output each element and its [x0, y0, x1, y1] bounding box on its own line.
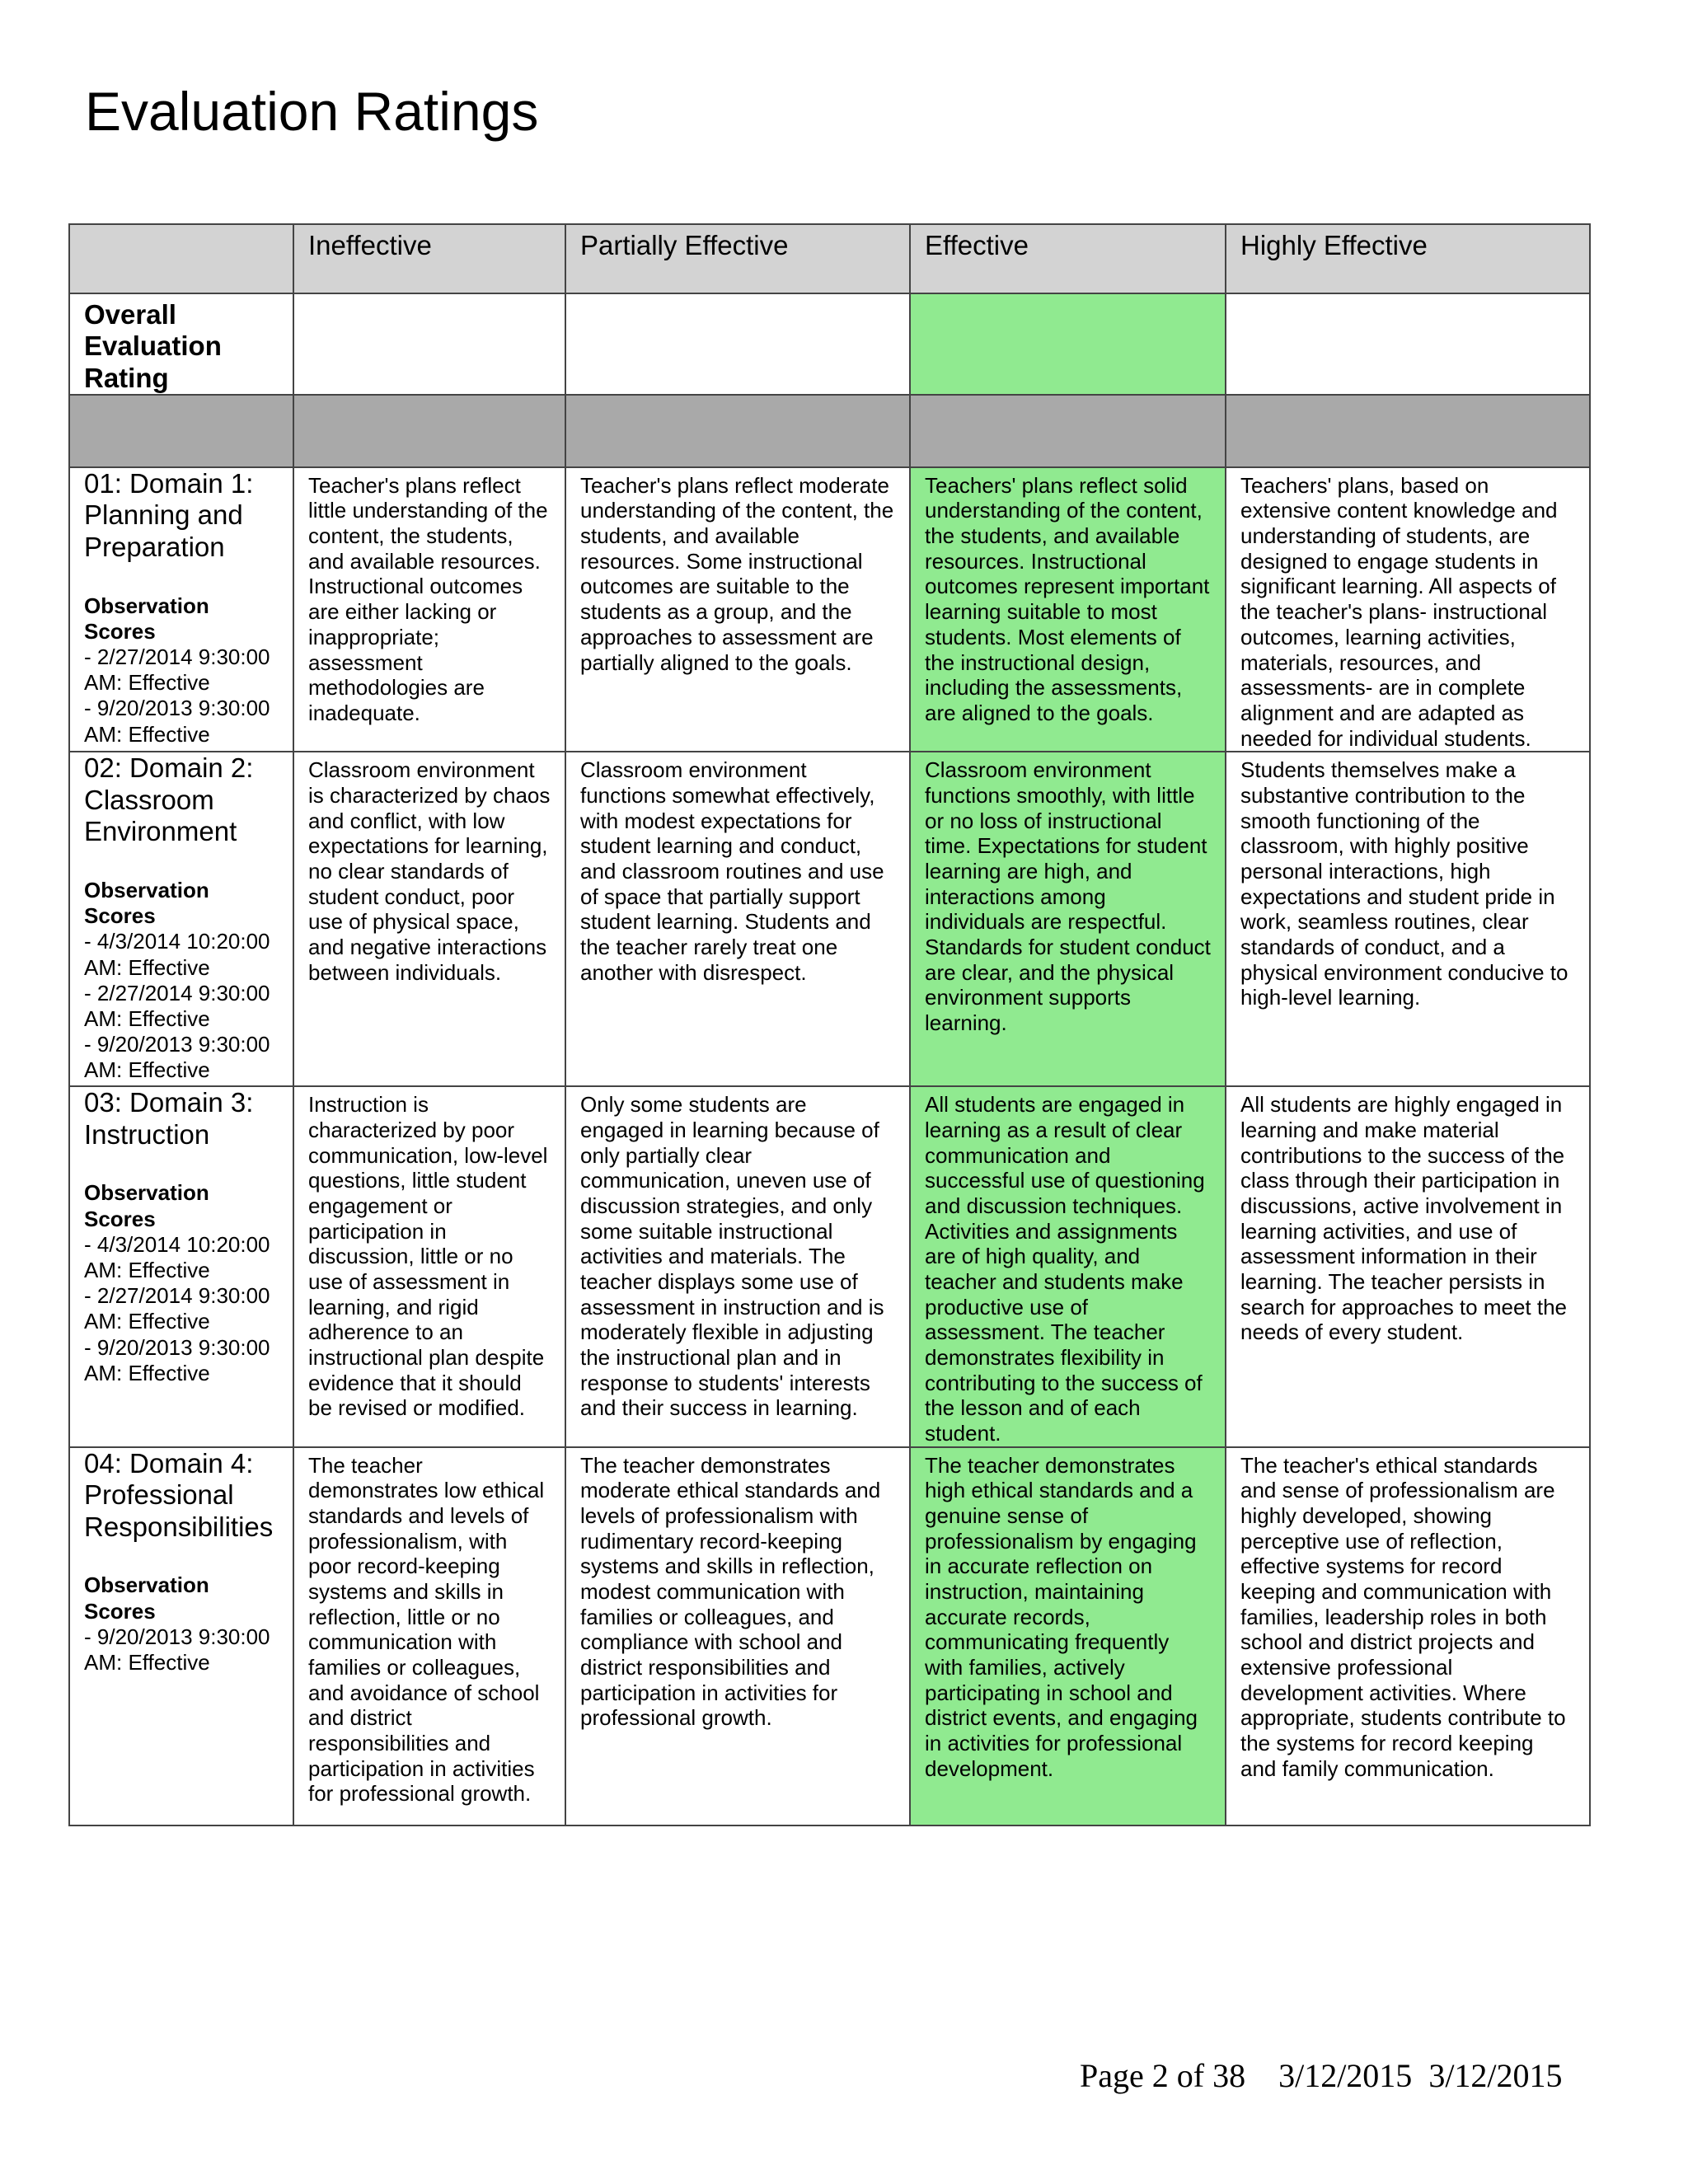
partially-effective-description: Only some students are engaged in learning because of only partially clear communication, uneven use of discussion strategies, and only some suitable instructional activities and materials. The teacher displays some use of assessment in instruction and is moderately flexible in adjusting the instructional plan and in response to students' interests and their success in learning.: [565, 1086, 910, 1446]
ineffective-description: Teacher's plans reflect little understanding of the content, the students, and available resources. Instructional outcomes are either lacking or inappropriate; assessment methodologies are inadequate.: [293, 467, 565, 752]
highly-effective-description: Teachers' plans, based on extensive content knowledge and understanding of students, are designed to engage students in significant learning. All aspects of the teacher's plans- instructional outcomes, learning activities, materials, resources, and assessments- are in complete alignment and are adapted as needed for individual students.: [1226, 467, 1590, 752]
overall-effective-cell-selected: [910, 293, 1226, 395]
overall-rating-row: [69, 293, 1590, 395]
partially-effective-description: Classroom environment functions somewhat effectively, with modest expectations for student learning and conduct, and classroom routines and use of space that partially support student learning. Students and the teacher rarely treat one another with disrespect.: [565, 752, 910, 1086]
domain-label-cell: [69, 1447, 293, 1825]
overall-highly-effective-cell: [1226, 293, 1590, 395]
domain-label-cell: [69, 1086, 293, 1446]
separator-cell: [1226, 395, 1590, 467]
footer-date: 3/12/2015: [1428, 2057, 1563, 2094]
domain-name: 04: Domain 4: Professional Responsibilities: [84, 1447, 274, 1542]
domain-row: [69, 467, 1590, 752]
domain-name: 03: Domain 3: Instruction: [84, 1087, 254, 1150]
header-partially-effective: Partially Effective: [565, 224, 910, 293]
footer-date: 3/12/2015: [1278, 2057, 1413, 2094]
separator-cell: [69, 395, 293, 467]
observation-score: - 4/3/2014 10:20:00 AM: Effective: [84, 929, 270, 980]
separator-cell: [910, 395, 1226, 467]
highly-effective-description: The teacher's ethical standards and sense of professionalism are highly developed, showing perceptive use of reflection, effective systems for record keeping and communication with families, leadership roles in both school and district projects and extensive professional development activities. Where appropriate, students contribute to the systems for record keeping and family communication.: [1226, 1447, 1590, 1825]
header-row: [69, 224, 1590, 293]
observation-score: - 9/20/2013 9:30:00 AM: Effective: [84, 1032, 270, 1083]
domain-label-cell: [69, 752, 293, 1086]
separator-row: [69, 395, 1590, 467]
header-ineffective: Ineffective: [293, 224, 565, 293]
separator-cell: [565, 395, 910, 467]
observation-scores-label: Observation Scores: [84, 878, 209, 929]
effective-description-selected: Teachers' plans reflect solid understanding of the content, the students, and available resources. Instructional outcomes represent important learning suitable to most students. Most elements of the instructional design, including the assessments, are aligned to the goals.: [910, 467, 1226, 752]
overall-ineffective-cell: [293, 293, 565, 395]
header-effective: Effective: [910, 224, 1226, 293]
observation-score: - 9/20/2013 9:30:00 AM: Effective: [84, 1334, 270, 1385]
observation-scores-label: Observation Scores: [84, 1572, 209, 1624]
header-corner-cell: [69, 224, 293, 293]
highly-effective-description: All students are highly engaged in learning and make material contributions to the success of the class through their participation in discussions, active involvement in learning activities, and use of assessment information in their learning. The teacher persists in search for approaches to meet the needs of every student.: [1226, 1086, 1590, 1446]
observation-scores-label: Observation Scores: [84, 593, 209, 644]
partially-effective-description: The teacher demonstrates moderate ethical standards and levels of professionalism with rudimentary record-keeping systems and skills in reflection, modest communication with families or colleagues, and compliance with school and district responsibilities and participation in activities for professional growth.: [565, 1447, 910, 1825]
observation-score: - 2/27/2014 9:30:00 AM: Effective: [84, 980, 270, 1031]
partially-effective-description: Teacher's plans reflect moderate understanding of the content, the students, and available resources. Some instructional outcomes are suitable to the students as a group, and the approaches to assessment are partially aligned to the goals.: [565, 467, 910, 752]
observation-score: - 4/3/2014 10:20:00 AM: Effective: [84, 1231, 270, 1282]
effective-description-selected: All students are engaged in learning as a result of clear communication and successful use of questioning and discussion techniques. Activities and assignments are of high quality, and teacher and students make productive use of assessment. The teacher demonstrates flexibility in contributing to the success of the lesson and of each student.: [910, 1086, 1226, 1446]
overall-rating-label: Overall Evaluation Rating: [69, 293, 293, 395]
page-title: Evaluation Ratings: [85, 81, 539, 142]
overall-partially-effective-cell: [565, 293, 910, 395]
header-highly-effective: Highly Effective: [1226, 224, 1590, 293]
domain-name: 02: Domain 2: Classroom Environment: [84, 752, 254, 847]
observation-score: - 9/20/2013 9:30:00 AM: Effective: [84, 696, 270, 747]
highly-effective-description: Students themselves make a substantive contribution to the smooth functioning of the classroom, with highly positive personal interactions, high expectations and student pride in work, seamless routines, clear standards of conduct, and a physical environment conducive to high-level learning.: [1226, 752, 1590, 1086]
ineffective-description: The teacher demonstrates low ethical standards and levels of professionalism, with poor record-keeping systems and skills in reflection, little or no communication with families or colleagues, and avoidance of school and district responsibilities and participation in activities for professional growth.: [293, 1447, 565, 1825]
separator-cell: [293, 395, 565, 467]
effective-description-selected: The teacher demonstrates high ethical standards and a genuine sense of professionalism by engaging in accurate reflection on instruction, maintaining accurate records, communicating frequently with families, actively participating in school and district events, and engaging in activities for professional development.: [910, 1447, 1226, 1825]
observation-score: - 2/27/2014 9:30:00 AM: Effective: [84, 644, 270, 696]
effective-description-selected: Classroom environment functions smoothly, with little or no loss of instructional time. Expectations for student learning are high, and interactions among individuals are respectful. Standards for student conduct are clear, and the physical environment supports learning.: [910, 752, 1226, 1086]
observation-scores-label: Observation Scores: [84, 1180, 209, 1231]
observation-score: - 9/20/2013 9:30:00 AM: Effective: [84, 1624, 270, 1675]
domain-name: 01: Domain 1: Planning and Preparation: [84, 467, 254, 563]
domain-row: [69, 1447, 1590, 1825]
observation-score: - 2/27/2014 9:30:00 AM: Effective: [84, 1283, 270, 1334]
ineffective-description: Classroom environment is characterized by chaos and conflict, with low expectations for learning, no clear standards of student conduct, poor use of physical space, and negative interactions between individuals.: [293, 752, 565, 1086]
domain-row: [69, 752, 1590, 1086]
page-footer: [1080, 2056, 1563, 2095]
evaluation-ratings-table: [68, 223, 1591, 1826]
domain-row: [69, 1086, 1590, 1446]
domain-label-cell: [69, 467, 293, 752]
page-number: Page 2 of 38: [1080, 2057, 1246, 2094]
ineffective-description: Instruction is characterized by poor communication, low-level questions, little student engagement or participation in discussion, little or no use of assessment in learning, and rigid adherence to an instructional plan despite evidence that it should be revised or modified.: [293, 1086, 565, 1446]
